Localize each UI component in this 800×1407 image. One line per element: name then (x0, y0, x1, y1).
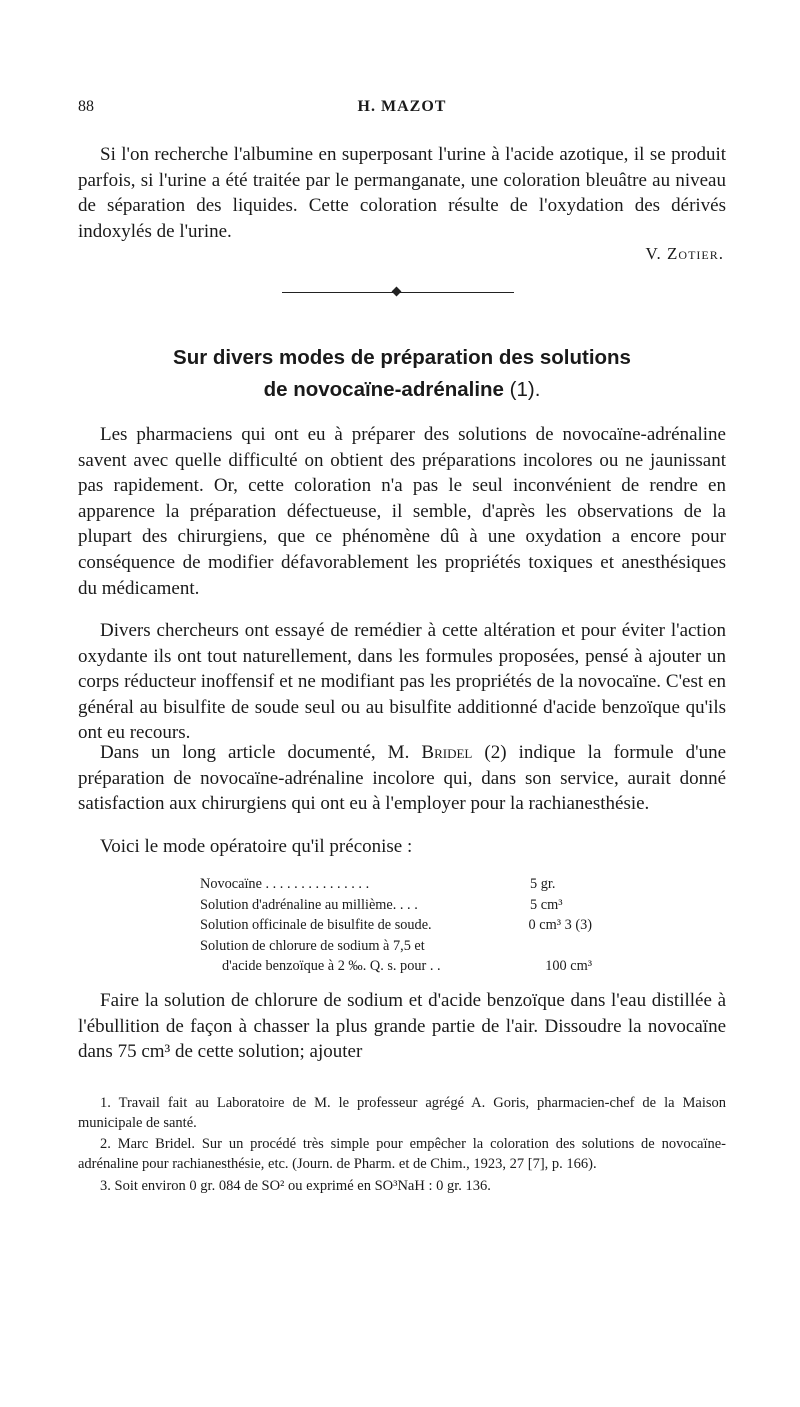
body-paragraph: Les pharmaciens qui ont eu à préparer des solutions de novocaïne-adrénaline savent avec quelle difficulté on obtient des préparations incolores ou ne jaunissant pas rapidement. Or, cette coloration n'a pas le seul inconvénient de rendre en apparence la préparation défectueuse, il semble, d'après les observations de la plupart des chirurgiens, que ce phénomène dû à une oxydation a encore pour conséquence de modifier défavorablement les propriétés toxiques et anesthésiques du médicament. (78, 424, 726, 599)
footnote (78, 1135, 726, 1174)
page-number: 88 (78, 98, 94, 115)
recipe-row (200, 936, 592, 957)
article-title (78, 342, 726, 406)
footnote-text: Soit environ 0 gr. 084 de SO² ou exprimé en SO³NaH : 0 gr. 136. (114, 1177, 491, 1194)
footnote (78, 1177, 726, 1197)
article-title-line1: Sur divers modes de préparation des solutions (173, 346, 631, 369)
body-paragraph: Voici le mode opératoire qu'il préconise : (100, 836, 413, 857)
recipe-table (200, 874, 592, 977)
recipe-ingredient: Solution de chlorure de sodium à 7,5 et (200, 937, 425, 954)
footnote-ref: (2) (484, 742, 507, 763)
footnotes (78, 1094, 726, 1199)
article-title-line2: de novocaïne-adrénaline (263, 378, 504, 401)
recipe-ingredient: Solution d'adrénaline au millième. . . . (200, 896, 418, 913)
recipe-row (200, 874, 592, 895)
footnote-text: Marc Bridel. Sur un procédé très simple pour empêcher la coloration des solutions de novocaïne-adrénaline pour rachianesthésie, etc. (Journ. de Pharm. et de Chim., 1923, 27 [7], p. 166). (78, 1136, 726, 1173)
p3-rest: indique la formule d'une préparation de novocaïne-adrénaline incolore qui, dans son service, aurait donné satisfaction aux chirurgiens qui ont eu à l'employer pour la rachianesthésie. (78, 742, 726, 815)
p3-start: Dans un long article documenté, M. (100, 742, 410, 763)
footnote-number: 3. (100, 1177, 111, 1194)
recipe-row (200, 895, 592, 916)
author-name: Bridel (421, 742, 473, 763)
divider-ornament-icon (392, 287, 402, 297)
body-paragraph: Divers chercheurs ont essayé de remédier à cette altération et pour éviter l'action oxydante ils ont tout naturellement, dans les formules proposées, pensé à ajouter un corps réducteur inoffensif et ne modifiant pas les propriétés de la novocaïne. C'est en général au bisulfite de soude seul ou au bisulfite additionné d'acide benzoïque qu'ils ont eu recours. (78, 620, 726, 744)
recipe-ingredient: Solution officinale de bisulfite de soude. (200, 917, 432, 934)
recipe-ingredient: Novocaïne . . . . . . . . . . . . . . . (200, 876, 370, 892)
recipe-ingredient: d'acide benzoïque à 2 ‰. Q. s. pour . . (222, 958, 441, 975)
recipe-quantity (530, 936, 592, 957)
footnote-text: Travail fait au Laboratoire de M. le professeur agrégé A. Goris, pharmacien-chef de la Maison municipale de santé. (78, 1095, 727, 1131)
footnote (78, 1094, 726, 1133)
recipe-quantity: 0 cm³ 3 (3) (528, 917, 592, 934)
title-footnote-ref: (1). (509, 378, 541, 401)
footnote-number: 2. (100, 1136, 111, 1153)
running-head: H. MAZOT (357, 98, 447, 115)
footnote-number: 1. (100, 1095, 111, 1111)
recipe-quantity: 5 cm³ (530, 896, 563, 913)
recipe-quantity: 5 gr. (530, 876, 556, 892)
author-signature: V. Zotier. (645, 244, 724, 263)
intro-paragraph: Si l'on recherche l'albumine en superposant l'urine à l'acide azotique, il se produit parfois, si l'urine a été traitée par le permanganate, une coloration bleuâtre au niveau de séparation des liquides. Cette coloration résulte de l'oxydation des dérivés indoxylés de l'urine. (78, 144, 726, 242)
recipe-quantity: 100 cm³ (545, 958, 592, 975)
body-paragraph: Faire la solution de chlorure de sodium et d'acide benzoïque dans l'eau distillée à l'ébullition de façon à chasser la plus grande partie de l'air. Dissoudre la novocaïne dans 75 cm³ de cette solution; ajouter (78, 990, 726, 1063)
body-paragraph (78, 740, 726, 817)
recipe-row (200, 915, 592, 936)
recipe-row (200, 956, 592, 977)
page-header (78, 98, 726, 122)
